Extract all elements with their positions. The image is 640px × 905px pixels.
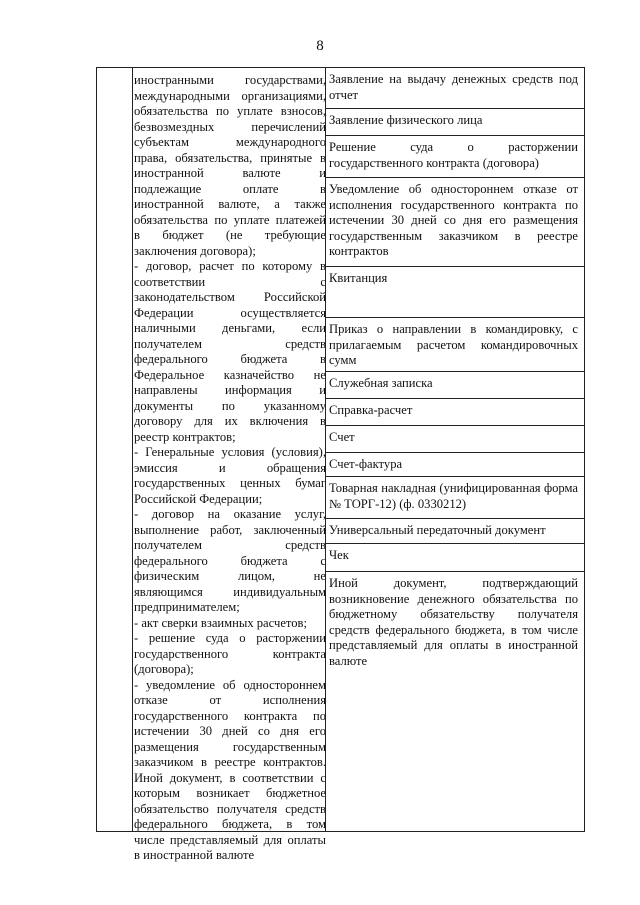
left-line: наличными деньгами, если (134, 321, 326, 335)
document-type-cell: Счет (326, 426, 584, 453)
document-table (96, 67, 585, 862)
left-line: которым возникает бюджетное (134, 786, 326, 800)
left-line: федерального бюджета в (134, 352, 326, 366)
left-line: направлены информация и (134, 383, 326, 397)
left-line: - договор на оказание услуг, (134, 507, 326, 521)
left-line: - акт сверки взаимных расчетов; (134, 615, 307, 630)
right-column (326, 68, 584, 831)
left-line: иностранной валюте, а также (134, 197, 326, 211)
left-line: заказчиком в реестре контрактов. (134, 755, 326, 769)
left-line: (договора); (134, 662, 194, 676)
left-line: отказе от исполнения (134, 693, 326, 707)
document-type-cell: Справка-расчет (326, 399, 584, 426)
left-line: числе представляемый для оплаты (134, 832, 326, 847)
left-line: федерального бюджета, в том (134, 817, 326, 831)
left-line: государственного контракта по (134, 708, 326, 723)
left-line: являющимся индивидуальным (134, 584, 326, 599)
left-line: Российской Федерации; (134, 491, 263, 506)
left-line: Федерации осуществляется (134, 305, 326, 320)
left-line: Федеральное казначейство не (134, 367, 326, 382)
left-line: законодательством Российской (134, 290, 326, 304)
left-line: государственных ценных бумаг (134, 476, 326, 490)
left-line: права, обязательства, принятые в (134, 150, 326, 165)
left-line: субъектам международного (134, 135, 326, 149)
page-number: 8 (316, 38, 324, 54)
document-type-cell: Иной документ, подтверждающий возникновение денежного обязательства по бюджетному обязательству получателя средств федерального бюджета, в том числе представляемый для оплаты в иностранной валюте (329, 576, 578, 668)
left-line: государственного контракта (134, 646, 326, 661)
left-column-text (134, 73, 326, 864)
left-line: международными организациями, (134, 88, 326, 103)
document-type-cell: Служебная записка (326, 372, 584, 399)
left-line: обязательство получателя средств (134, 801, 326, 816)
document-type-cell: Приказ о направлении в командировку, с прилагаемым расчетом командировочных сумм (326, 318, 584, 372)
left-line: обязательства по уплате взносов, (134, 104, 326, 118)
left-line: физическим лицом, не (134, 569, 326, 583)
left-line: истечении 30 дней со дня его (134, 724, 326, 738)
left-line: федерального бюджета с (134, 553, 326, 568)
document-type-cell: Счет-фактура (326, 453, 584, 477)
left-line: иностранной валюте и (134, 166, 326, 180)
document-type-cell: Решение суда о расторжении государственного контракта (договора) (326, 136, 584, 178)
left-line: эмиссия и обращения (134, 460, 326, 475)
left-line: соответствии с (134, 274, 326, 289)
left-line: в бюджет (не требующие (134, 228, 326, 242)
left-line: размещения государственным (134, 739, 326, 754)
left-line: в иностранной валюте (134, 848, 255, 862)
document-type-cell: Квитанция (326, 267, 584, 318)
document-type-cell: Уведомление об одностороннем отказе от исполнения государственного контракта по истечении 30 дней со дня его размещения государственным заказчиком в реестре контрактов (326, 178, 584, 267)
column-divider-left (132, 68, 133, 831)
left-line: договору для их включения в (134, 414, 326, 428)
left-line: заключения договора); (134, 243, 256, 258)
left-line: безвозмездных перечислений (134, 119, 326, 134)
left-line: подлежащие оплате в (134, 181, 326, 196)
left-line: обязательства по уплате платежей (134, 212, 326, 227)
left-line: реестр контрактов; (134, 429, 236, 444)
left-line: - уведомление об одностороннем (134, 677, 326, 692)
left-line: предпринимателем; (134, 600, 240, 614)
left-line: получателем средств (134, 538, 326, 552)
left-line: получателем средств (134, 336, 326, 351)
document-type-cell: Чек (326, 544, 584, 572)
left-line: - Генеральные условия (условия), (134, 445, 326, 459)
left-line: выполнение работ, заключенный (134, 522, 326, 537)
left-line: документы по указанному (134, 398, 326, 413)
document-type-cell: Универсальный передаточный документ (326, 519, 584, 544)
left-line: - договор, расчет по которому в (134, 259, 326, 273)
document-type-cell: Заявление на выдачу денежных средств под отчет (326, 68, 584, 109)
document-type-cell: Заявление физического лица (326, 109, 584, 136)
left-line: Иной документ, в соответствии с (134, 770, 326, 785)
left-line: иностранными государствами, (134, 73, 326, 87)
document-type-cell: Товарная накладная (унифицированная форма № ТОРГ-12) (ф. 0330212) (326, 477, 584, 519)
left-line: - решение суда о расторжении (134, 631, 326, 645)
